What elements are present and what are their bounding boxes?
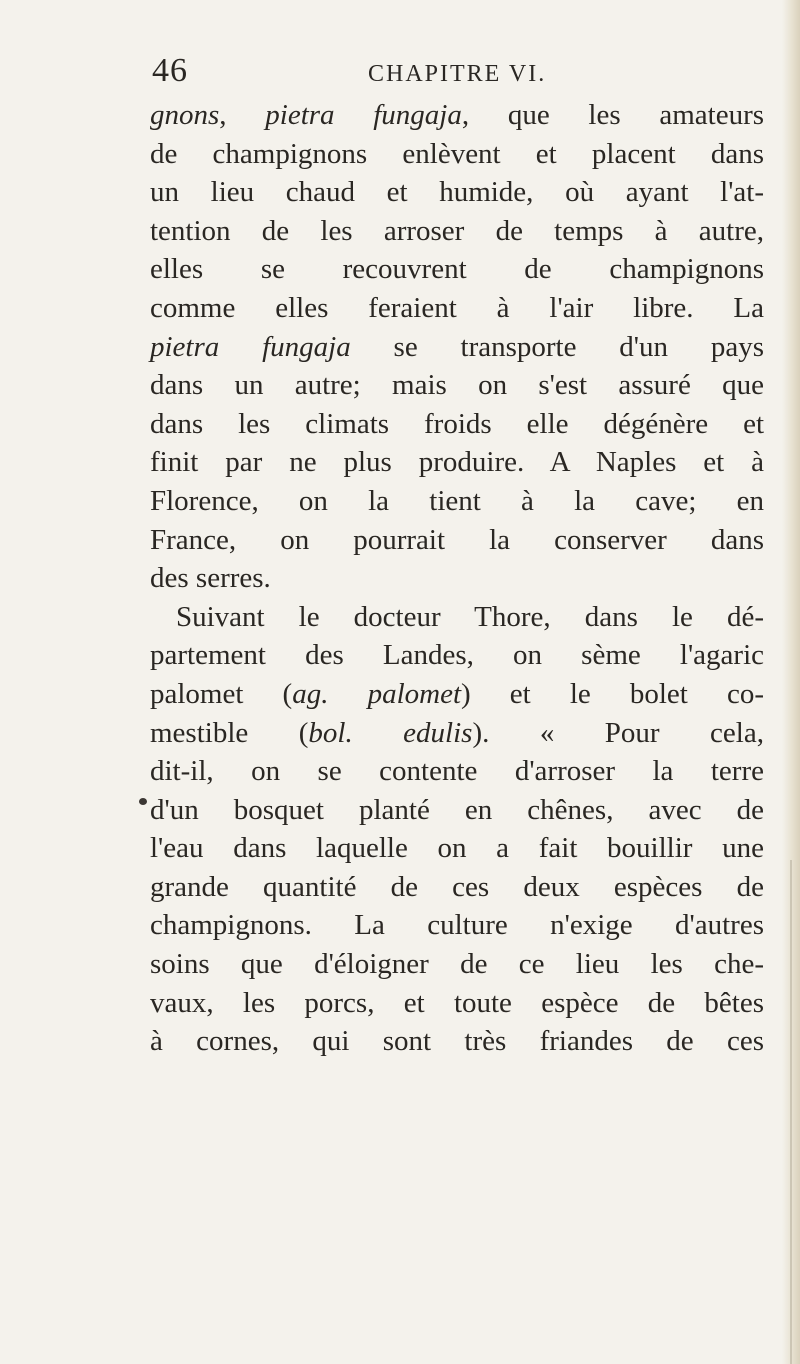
text-line: d'un bosquet planté en chênes, avec de <box>150 793 764 826</box>
text-line: France, on pourrait la conserver dans <box>150 523 764 556</box>
text-line: soins que d'éloigner de ce lieu les che- <box>150 948 764 981</box>
text-line: dans les climats froids elle dégénère et <box>150 407 764 440</box>
paragraph-start-line: Suivant le docteur Thore, dans le dé- <box>176 600 764 633</box>
text-line: elles se recouvrent de champignons <box>150 253 764 286</box>
text-line: vaux, les porcs, et toute espèce de bêtes <box>150 986 764 1019</box>
italic-term: gnons <box>150 99 220 131</box>
italic-term: pietra fungaja <box>265 99 462 131</box>
italic-term: ag. palomet <box>292 677 461 710</box>
page-edge-line <box>790 860 792 1364</box>
text-line: finit par ne plus produire. A Naples et à <box>150 446 764 479</box>
text-line: mestible (bol. edulis). « Pour cela, <box>150 716 764 749</box>
text-line: un lieu chaud et humide, où ayant l'at- <box>150 176 764 209</box>
text-line: champignons. La culture n'exige d'autres <box>150 909 764 942</box>
running-head: CHAPITRE VI. <box>368 61 547 87</box>
text-line: tention de les arroser de temps à autre, <box>150 214 764 247</box>
body-text <box>150 96 764 1061</box>
text-line: pietra fungaja se transporte d'un pays <box>150 330 765 363</box>
italic-term: pietra fungaja <box>150 330 351 363</box>
page-header <box>152 48 762 94</box>
text-line: dans un autre; mais on s'est assuré que <box>150 369 764 402</box>
text-line: de champignons enlèvent et placent dans <box>150 137 764 170</box>
ink-speck <box>139 798 147 805</box>
text-line: des serres. <box>150 562 271 595</box>
text-line: grande quantité de ces deux espèces de <box>150 870 764 903</box>
text-line: comme elles feraient à l'air libre. La <box>150 291 764 324</box>
text-line: Florence, on la tient à la cave; en <box>150 484 764 517</box>
text-line: dit-il, on se contente d'arroser la terre <box>150 755 764 788</box>
italic-term: bol. edulis <box>308 716 473 749</box>
text-line: à cornes, qui sont très friandes de ces <box>150 1025 764 1058</box>
text-line: l'eau dans laquelle on a fait bouillir une <box>150 832 764 865</box>
text-line: partement des Landes, on sème l'agaric <box>150 639 764 672</box>
text-line: palomet (ag. palomet) et le bolet co- <box>150 677 764 710</box>
page-number: 46 <box>152 52 188 89</box>
text-line: gnons, pietra fungaja, que les amateurs <box>150 99 765 131</box>
